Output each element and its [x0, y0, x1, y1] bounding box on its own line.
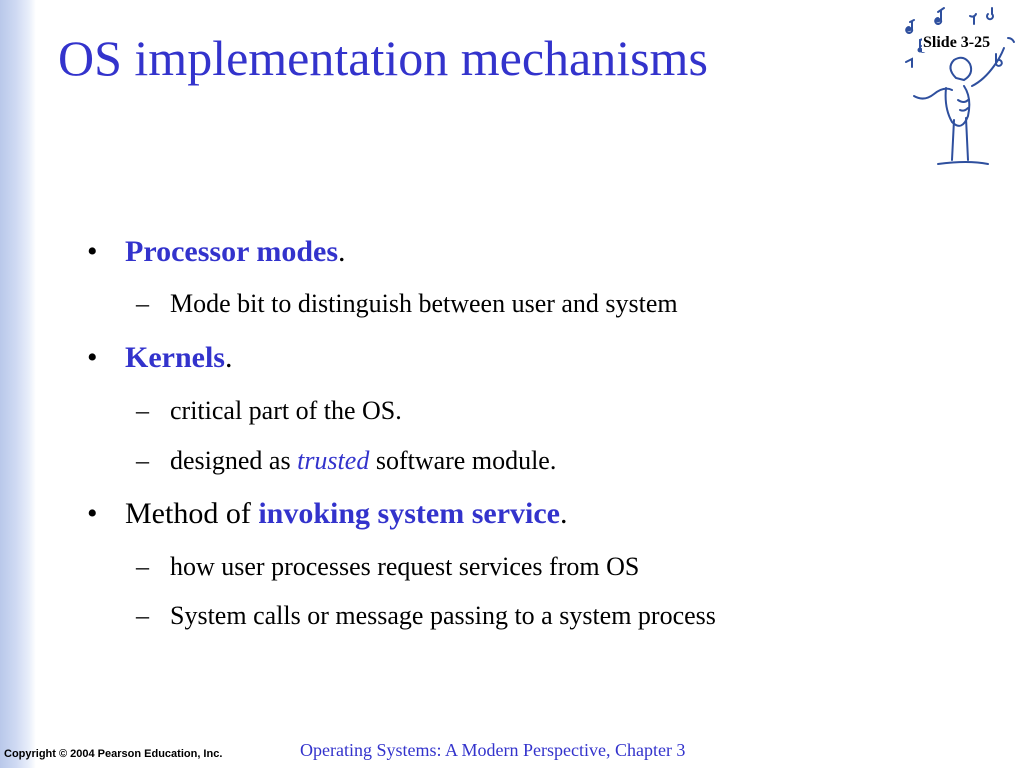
sub-bullet-text: critical part of the OS. [170, 396, 402, 425]
sub-bullet-text: System calls or message passing to a system process [170, 601, 716, 630]
footer-book-title: Operating Systems: A Modern Perspective, Chapter 3 [300, 740, 686, 760]
sub-bullet-text: how user processes request services from OS [170, 552, 640, 581]
sub-bullet-system-calls [136, 601, 716, 631]
bullet-tail: . [559, 497, 568, 530]
bullet-kernels [87, 341, 233, 375]
slide-left-accent-bar [0, 0, 36, 768]
bullet-tail: . [224, 341, 233, 374]
sub-bullet-mode-bit [136, 289, 678, 319]
dash-marker: – [136, 601, 149, 630]
dash-marker: – [136, 552, 149, 581]
sub-bullet-emphasis: trusted [297, 446, 370, 475]
sub-bullet-post: software module. [369, 446, 557, 475]
sub-bullet-user-processes [136, 552, 640, 582]
sub-bullet-trusted-module [136, 446, 557, 476]
bullet-emphasis: Kernels [125, 341, 225, 374]
dash-marker: – [136, 446, 149, 475]
dash-marker: – [136, 396, 149, 425]
bullet-emphasis: invoking system service [258, 497, 560, 530]
bullet-emphasis: Processor modes [125, 235, 339, 268]
sub-bullet-text: Mode bit to distinguish between user and system [170, 289, 678, 318]
sub-bullet-critical-part [136, 396, 402, 426]
bullet-tail: . [338, 235, 346, 268]
bullet-pre: Method of [125, 497, 259, 530]
sub-bullet-pre: designed as [170, 446, 298, 475]
bullet-marker: • [87, 497, 98, 530]
conductor-with-music-notes-icon [898, 0, 1024, 172]
bullet-invoking-service [87, 497, 568, 531]
bullet-processor-modes [87, 235, 346, 269]
bullet-marker: • [87, 341, 98, 374]
copyright-notice: Copyright © 2004 Pearson Education, Inc. [4, 748, 223, 760]
bullet-marker: • [87, 235, 98, 268]
slide-number: Slide 3-25 [923, 34, 991, 51]
dash-marker: – [136, 289, 149, 318]
slide-title: OS implementation mechanisms [58, 30, 708, 86]
